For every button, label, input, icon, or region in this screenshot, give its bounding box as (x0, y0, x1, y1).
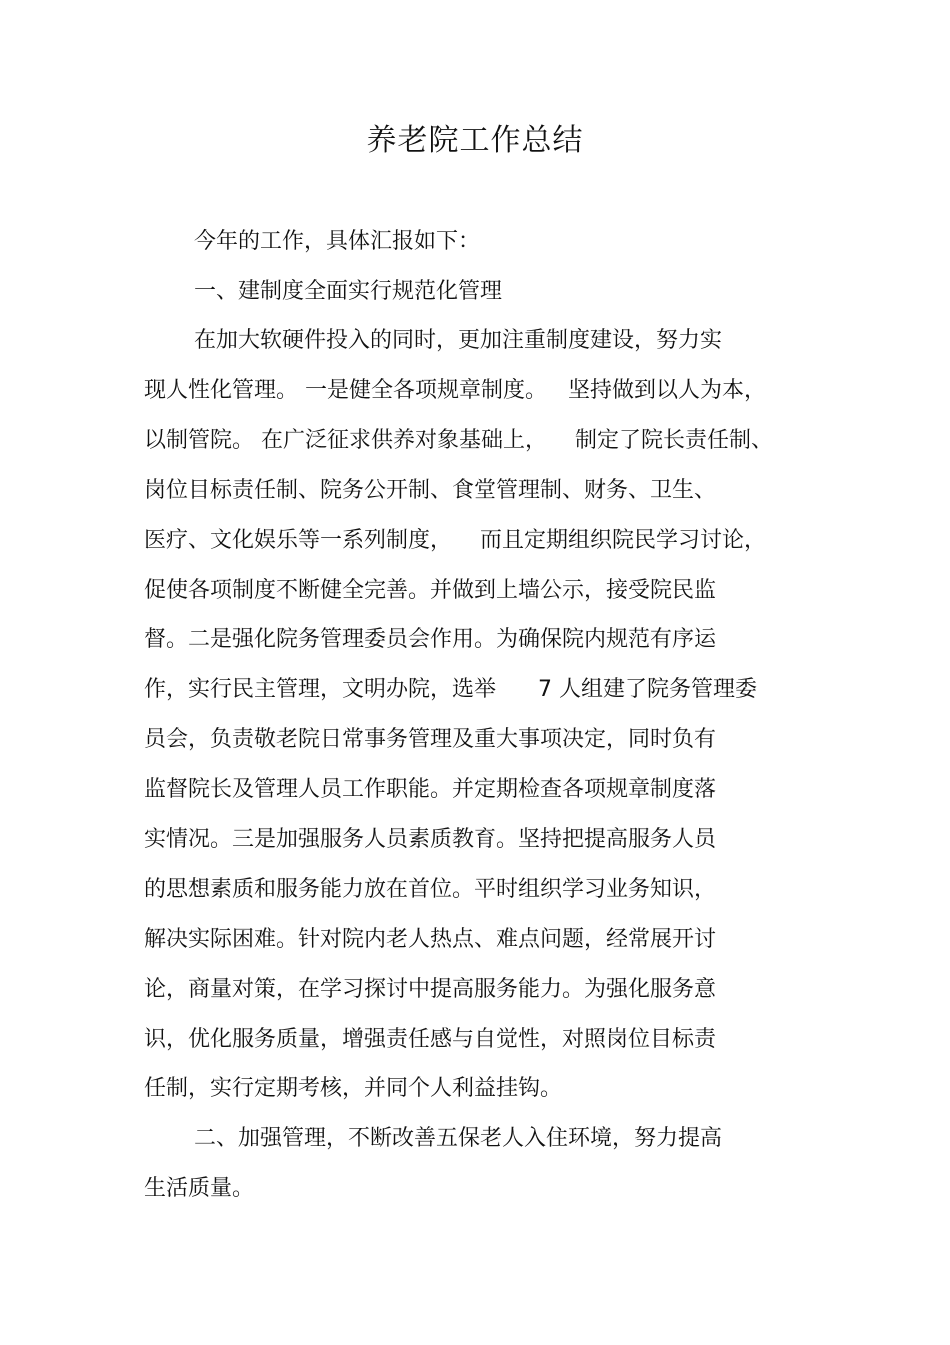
paragraph-line: 生活质量。 (144, 1176, 255, 1201)
paragraph-line: 岗位目标责任制、院务公开制、食堂管理制、财务、卫生、 (144, 478, 717, 503)
section-heading: 二、加强管理，不断改善五保老人入住环境，努力提高 (194, 1126, 723, 1151)
paragraph-line: 监督院长及管理人员工作职能。并定期检查各项规章制度落 (144, 777, 717, 802)
paragraph-line: 在加大软硬件投入的同时，更加注重制度建设，努力实 (194, 328, 723, 353)
paragraph-line: 作，实行民主管理，文明办院，选举 7 人组建了院务管理委 (144, 677, 757, 702)
paragraph-line: 督。二是强化院务管理委员会作用。为确保院内规范有序运 (144, 627, 717, 652)
document-title: 养老院工作总结 (366, 123, 584, 158)
paragraph-line: 论，商量对策，在学习探讨中提高服务能力。为强化服务意 (144, 977, 717, 1002)
paragraph-line: 的思想素质和服务能力放在首位。平时组织学习业务知识， (144, 877, 717, 902)
paragraph-line: 员会，负责敬老院日常事务管理及重大事项决定，同时负有 (144, 727, 717, 752)
paragraph-line: 促使各项制度不断健全完善。并做到上墙公示，接受院民监 (144, 578, 717, 603)
section-heading: 一、建制度全面实行规范化管理 (194, 279, 503, 304)
paragraph-line: 任制，实行定期考核，并同个人利益挂钩。 (144, 1076, 563, 1101)
paragraph-line: 解决实际困难。针对院内老人热点、难点问题，经常展开讨 (144, 927, 717, 952)
paragraph-line: 医疗、文化娱乐等一系列制度， 而且定期组织院民学习讨论， (144, 528, 766, 553)
paragraph-line: 实情况。三是加强服务人员素质教育。坚持把提高服务人员 (144, 827, 717, 852)
paragraph-line: 以制管院。 在广泛征求供养对象基础上， 制定了院长责任制、 (144, 428, 773, 453)
paragraph-line: 现人性化管理。 一是健全各项规章制度。 坚持做到以人为本， (144, 378, 766, 403)
paragraph-line: 识，优化服务质量，增强责任感与自觉性，对照岗位目标责 (144, 1027, 717, 1052)
paragraph-line: 今年的工作，具体汇报如下： (194, 229, 481, 254)
